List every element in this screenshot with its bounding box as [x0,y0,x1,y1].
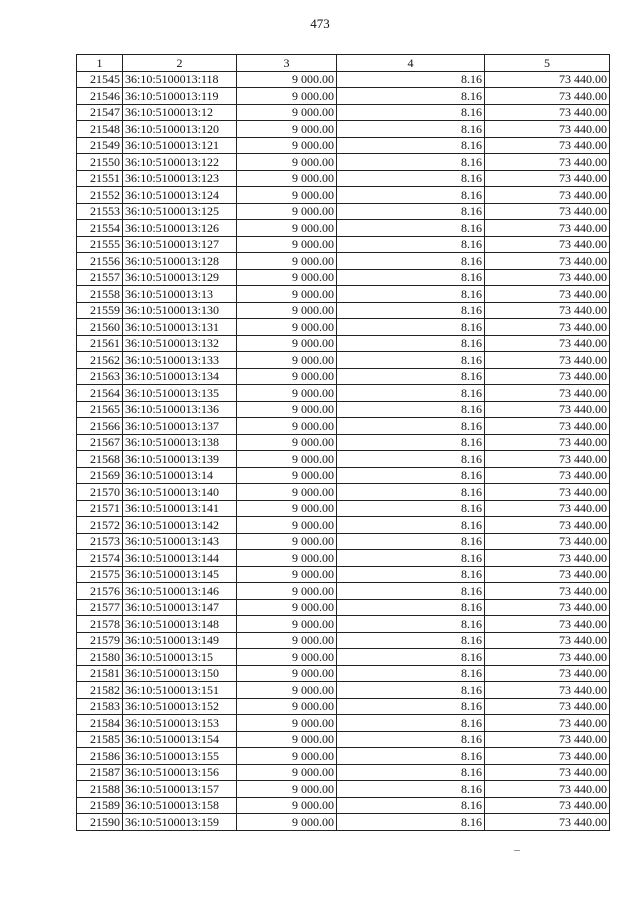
total-cell: 73 440.00 [485,665,610,682]
area-cell: 9 000.00 [237,665,337,682]
table-row [77,781,610,798]
cadastral-number-cell: 36:10:5100013:131 [123,319,237,336]
scan-speck [514,850,520,851]
row-number-cell: 21583 [77,698,123,715]
area-cell: 9 000.00 [237,467,337,484]
area-cell: 9 000.00 [237,599,337,616]
row-number-cell: 21575 [77,566,123,583]
total-cell: 73 440.00 [485,236,610,253]
rate-cell: 8.16 [337,335,485,352]
rate-cell: 8.16 [337,236,485,253]
area-cell: 9 000.00 [237,698,337,715]
table-row [77,731,610,748]
rate-cell: 8.16 [337,418,485,435]
cadastral-number-cell: 36:10:5100013:130 [123,302,237,319]
rate-cell: 8.16 [337,319,485,336]
rate-cell: 8.16 [337,170,485,187]
rate-cell: 8.16 [337,500,485,517]
cadastral-number-cell: 36:10:5100013:142 [123,517,237,534]
total-cell: 73 440.00 [485,632,610,649]
table-row [77,434,610,451]
table-row [77,335,610,352]
table-row [77,583,610,600]
row-number-cell: 21547 [77,104,123,121]
table-row [77,352,610,369]
area-cell: 9 000.00 [237,88,337,105]
rate-cell: 8.16 [337,88,485,105]
area-cell: 9 000.00 [237,286,337,303]
column-header-3: 3 [237,55,337,72]
total-cell: 73 440.00 [485,335,610,352]
row-number-cell: 21590 [77,814,123,831]
total-cell: 73 440.00 [485,616,610,633]
area-cell: 9 000.00 [237,253,337,270]
rate-cell: 8.16 [337,286,485,303]
rate-cell: 8.16 [337,220,485,237]
cadastral-number-cell: 36:10:5100013:121 [123,137,237,154]
cadastral-number-cell: 36:10:5100013:157 [123,781,237,798]
area-cell: 9 000.00 [237,715,337,732]
table-row [77,632,610,649]
area-cell: 9 000.00 [237,616,337,633]
cadastral-number-cell: 36:10:5100013:126 [123,220,237,237]
row-number-cell: 21578 [77,616,123,633]
table-row [77,616,610,633]
total-cell: 73 440.00 [485,550,610,567]
rate-cell: 8.16 [337,302,485,319]
cadastral-number-cell: 36:10:5100013:156 [123,764,237,781]
area-cell: 9 000.00 [237,385,337,402]
row-number-cell: 21580 [77,649,123,666]
cadastral-number-cell: 36:10:5100013:125 [123,203,237,220]
row-number-cell: 21589 [77,797,123,814]
row-number-cell: 21556 [77,253,123,270]
column-header-5: 5 [485,55,610,72]
cadastral-number-cell: 36:10:5100013:145 [123,566,237,583]
cadastral-number-cell: 36:10:5100013:134 [123,368,237,385]
area-cell: 9 000.00 [237,154,337,171]
area-cell: 9 000.00 [237,170,337,187]
total-cell: 73 440.00 [485,533,610,550]
rate-cell: 8.16 [337,385,485,402]
table-row [77,599,610,616]
cadastral-number-cell: 36:10:5100013:128 [123,253,237,270]
cadastral-number-cell: 36:10:5100013:135 [123,385,237,402]
rate-cell: 8.16 [337,434,485,451]
table-row [77,170,610,187]
total-cell: 73 440.00 [485,748,610,765]
cadastral-number-cell: 36:10:5100013:123 [123,170,237,187]
table-row [77,253,610,270]
cadastral-number-cell: 36:10:5100013:138 [123,434,237,451]
cadastral-number-cell: 36:10:5100013:140 [123,484,237,501]
cadastral-number-cell: 36:10:5100013:122 [123,154,237,171]
area-cell: 9 000.00 [237,121,337,138]
cadastral-number-cell: 36:10:5100013:154 [123,731,237,748]
column-header-1: 1 [77,55,123,72]
column-header-2: 2 [123,55,237,72]
total-cell: 73 440.00 [485,764,610,781]
rate-cell: 8.16 [337,104,485,121]
rate-cell: 8.16 [337,154,485,171]
area-cell: 9 000.00 [237,550,337,567]
area-cell: 9 000.00 [237,682,337,699]
total-cell: 73 440.00 [485,269,610,286]
row-number-cell: 21586 [77,748,123,765]
rate-cell: 8.16 [337,203,485,220]
table-row [77,71,610,88]
total-cell: 73 440.00 [485,484,610,501]
cadastral-number-cell: 36:10:5100013:141 [123,500,237,517]
cadastral-number-cell: 36:10:5100013:120 [123,121,237,138]
rate-cell: 8.16 [337,451,485,468]
row-number-cell: 21550 [77,154,123,171]
column-header-4: 4 [337,55,485,72]
cadastral-number-cell: 36:10:5100013:136 [123,401,237,418]
rate-cell: 8.16 [337,599,485,616]
table-row [77,748,610,765]
total-cell: 73 440.00 [485,781,610,798]
area-cell: 9 000.00 [237,203,337,220]
rate-cell: 8.16 [337,682,485,699]
table-row [77,715,610,732]
area-cell: 9 000.00 [237,583,337,600]
rate-cell: 8.16 [337,401,485,418]
area-cell: 9 000.00 [237,566,337,583]
rate-cell: 8.16 [337,533,485,550]
row-number-cell: 21573 [77,533,123,550]
area-cell: 9 000.00 [237,748,337,765]
area-cell: 9 000.00 [237,764,337,781]
total-cell: 73 440.00 [485,187,610,204]
rate-cell: 8.16 [337,632,485,649]
rate-cell: 8.16 [337,698,485,715]
table-row [77,286,610,303]
total-cell: 73 440.00 [485,583,610,600]
total-cell: 73 440.00 [485,715,610,732]
area-cell: 9 000.00 [237,814,337,831]
total-cell: 73 440.00 [485,137,610,154]
table-row [77,814,610,831]
total-cell: 73 440.00 [485,385,610,402]
area-cell: 9 000.00 [237,484,337,501]
table-row [77,368,610,385]
area-cell: 9 000.00 [237,781,337,798]
total-cell: 73 440.00 [485,319,610,336]
row-number-cell: 21563 [77,368,123,385]
cadastral-number-cell: 36:10:5100013:152 [123,698,237,715]
cadastral-number-cell: 36:10:5100013:150 [123,665,237,682]
table-row [77,764,610,781]
cadastral-number-cell: 36:10:5100013:155 [123,748,237,765]
rate-cell: 8.16 [337,814,485,831]
total-cell: 73 440.00 [485,731,610,748]
total-cell: 73 440.00 [485,121,610,138]
area-cell: 9 000.00 [237,731,337,748]
cadastral-number-cell: 36:10:5100013:124 [123,187,237,204]
rate-cell: 8.16 [337,269,485,286]
row-number-cell: 21577 [77,599,123,616]
rate-cell: 8.16 [337,368,485,385]
rate-cell: 8.16 [337,467,485,484]
cadastral-number-cell: 36:10:5100013:144 [123,550,237,567]
row-number-cell: 21568 [77,451,123,468]
area-cell: 9 000.00 [237,187,337,204]
area-cell: 9 000.00 [237,302,337,319]
row-number-cell: 21584 [77,715,123,732]
row-number-cell: 21576 [77,583,123,600]
total-cell: 73 440.00 [485,698,610,715]
total-cell: 73 440.00 [485,500,610,517]
rate-cell: 8.16 [337,137,485,154]
total-cell: 73 440.00 [485,220,610,237]
row-number-cell: 21555 [77,236,123,253]
table-row [77,269,610,286]
row-number-cell: 21569 [77,467,123,484]
row-number-cell: 21570 [77,484,123,501]
area-cell: 9 000.00 [237,236,337,253]
row-number-cell: 21546 [77,88,123,105]
row-number-cell: 21545 [77,71,123,88]
total-cell: 73 440.00 [485,401,610,418]
rate-cell: 8.16 [337,748,485,765]
cadastral-number-cell: 36:10:5100013:143 [123,533,237,550]
total-cell: 73 440.00 [485,104,610,121]
cadastral-number-cell: 36:10:5100013:132 [123,335,237,352]
table-row [77,649,610,666]
table-row [77,88,610,105]
row-number-cell: 21561 [77,335,123,352]
total-cell: 73 440.00 [485,566,610,583]
cadastral-number-cell: 36:10:5100013:14 [123,467,237,484]
table-row [77,533,610,550]
area-cell: 9 000.00 [237,104,337,121]
row-number-cell: 21549 [77,137,123,154]
cadastral-number-cell: 36:10:5100013:151 [123,682,237,699]
row-number-cell: 21582 [77,682,123,699]
table-row [77,137,610,154]
area-cell: 9 000.00 [237,401,337,418]
area-cell: 9 000.00 [237,632,337,649]
row-number-cell: 21571 [77,500,123,517]
rate-cell: 8.16 [337,566,485,583]
table-row [77,550,610,567]
row-number-cell: 21554 [77,220,123,237]
table-row [77,566,610,583]
row-number-cell: 21587 [77,764,123,781]
total-cell: 73 440.00 [485,368,610,385]
page-number: 473 [310,16,330,31]
cadastral-number-cell: 36:10:5100013:118 [123,71,237,88]
row-number-cell: 21551 [77,170,123,187]
cadastral-number-cell: 36:10:5100013:133 [123,352,237,369]
row-number-cell: 21548 [77,121,123,138]
cadastral-number-cell: 36:10:5100013:137 [123,418,237,435]
table-body [77,71,610,830]
area-cell: 9 000.00 [237,434,337,451]
cadastral-number-cell: 36:10:5100013:127 [123,236,237,253]
table-row [77,451,610,468]
table-row [77,319,610,336]
table-row [77,203,610,220]
rate-cell: 8.16 [337,649,485,666]
row-number-cell: 21565 [77,401,123,418]
cadastral-number-cell: 36:10:5100013:148 [123,616,237,633]
total-cell: 73 440.00 [485,418,610,435]
rate-cell: 8.16 [337,616,485,633]
row-number-cell: 21574 [77,550,123,567]
cadastral-number-cell: 36:10:5100013:13 [123,286,237,303]
row-number-cell: 21579 [77,632,123,649]
total-cell: 73 440.00 [485,253,610,270]
rate-cell: 8.16 [337,550,485,567]
table-row [77,385,610,402]
rate-cell: 8.16 [337,665,485,682]
table-row [77,484,610,501]
row-number-cell: 21552 [77,187,123,204]
cadastral-number-cell: 36:10:5100013:158 [123,797,237,814]
cadastral-number-cell: 36:10:5100013:146 [123,583,237,600]
table-row [77,220,610,237]
row-number-cell: 21553 [77,203,123,220]
area-cell: 9 000.00 [237,797,337,814]
table-row [77,236,610,253]
table-row [77,797,610,814]
row-number-cell: 21572 [77,517,123,534]
row-number-cell: 21559 [77,302,123,319]
total-cell: 73 440.00 [485,286,610,303]
area-cell: 9 000.00 [237,451,337,468]
table-row [77,500,610,517]
area-cell: 9 000.00 [237,352,337,369]
area-cell: 9 000.00 [237,533,337,550]
rate-cell: 8.16 [337,71,485,88]
total-cell: 73 440.00 [485,302,610,319]
area-cell: 9 000.00 [237,517,337,534]
cadastral-number-cell: 36:10:5100013:153 [123,715,237,732]
total-cell: 73 440.00 [485,203,610,220]
rate-cell: 8.16 [337,715,485,732]
table-row [77,401,610,418]
area-cell: 9 000.00 [237,335,337,352]
table-row [77,418,610,435]
total-cell: 73 440.00 [485,170,610,187]
row-number-cell: 21558 [77,286,123,303]
total-cell: 73 440.00 [485,649,610,666]
area-cell: 9 000.00 [237,418,337,435]
area-cell: 9 000.00 [237,71,337,88]
table-row [77,467,610,484]
table-row [77,302,610,319]
data-table [76,54,610,831]
row-number-cell: 21588 [77,781,123,798]
total-cell: 73 440.00 [485,814,610,831]
total-cell: 73 440.00 [485,154,610,171]
total-cell: 73 440.00 [485,88,610,105]
total-cell: 73 440.00 [485,467,610,484]
row-number-cell: 21585 [77,731,123,748]
table-header-row [77,55,610,72]
table-row [77,104,610,121]
total-cell: 73 440.00 [485,434,610,451]
rate-cell: 8.16 [337,583,485,600]
table-row [77,698,610,715]
cadastral-number-cell: 36:10:5100013:119 [123,88,237,105]
total-cell: 73 440.00 [485,451,610,468]
table-row [77,665,610,682]
row-number-cell: 21564 [77,385,123,402]
cadastral-number-cell: 36:10:5100013:12 [123,104,237,121]
rate-cell: 8.16 [337,764,485,781]
row-number-cell: 21562 [77,352,123,369]
total-cell: 73 440.00 [485,71,610,88]
table-row [77,187,610,204]
table-row [77,154,610,171]
row-number-cell: 21566 [77,418,123,435]
area-cell: 9 000.00 [237,319,337,336]
rate-cell: 8.16 [337,517,485,534]
rate-cell: 8.16 [337,484,485,501]
rate-cell: 8.16 [337,781,485,798]
area-cell: 9 000.00 [237,269,337,286]
area-cell: 9 000.00 [237,220,337,237]
table-row [77,121,610,138]
table-row [77,682,610,699]
area-cell: 9 000.00 [237,500,337,517]
rate-cell: 8.16 [337,253,485,270]
cadastral-number-cell: 36:10:5100013:159 [123,814,237,831]
rate-cell: 8.16 [337,187,485,204]
cadastral-number-cell: 36:10:5100013:139 [123,451,237,468]
area-cell: 9 000.00 [237,137,337,154]
total-cell: 73 440.00 [485,599,610,616]
row-number-cell: 21567 [77,434,123,451]
rate-cell: 8.16 [337,352,485,369]
total-cell: 73 440.00 [485,517,610,534]
area-cell: 9 000.00 [237,649,337,666]
row-number-cell: 21560 [77,319,123,336]
area-cell: 9 000.00 [237,368,337,385]
total-cell: 73 440.00 [485,352,610,369]
row-number-cell: 21557 [77,269,123,286]
rate-cell: 8.16 [337,797,485,814]
rate-cell: 8.16 [337,121,485,138]
row-number-cell: 21581 [77,665,123,682]
cadastral-number-cell: 36:10:5100013:149 [123,632,237,649]
total-cell: 73 440.00 [485,682,610,699]
table-row [77,517,610,534]
cadastral-number-cell: 36:10:5100013:147 [123,599,237,616]
cadastral-number-cell: 36:10:5100013:129 [123,269,237,286]
rate-cell: 8.16 [337,731,485,748]
total-cell: 73 440.00 [485,797,610,814]
cadastral-number-cell: 36:10:5100013:15 [123,649,237,666]
